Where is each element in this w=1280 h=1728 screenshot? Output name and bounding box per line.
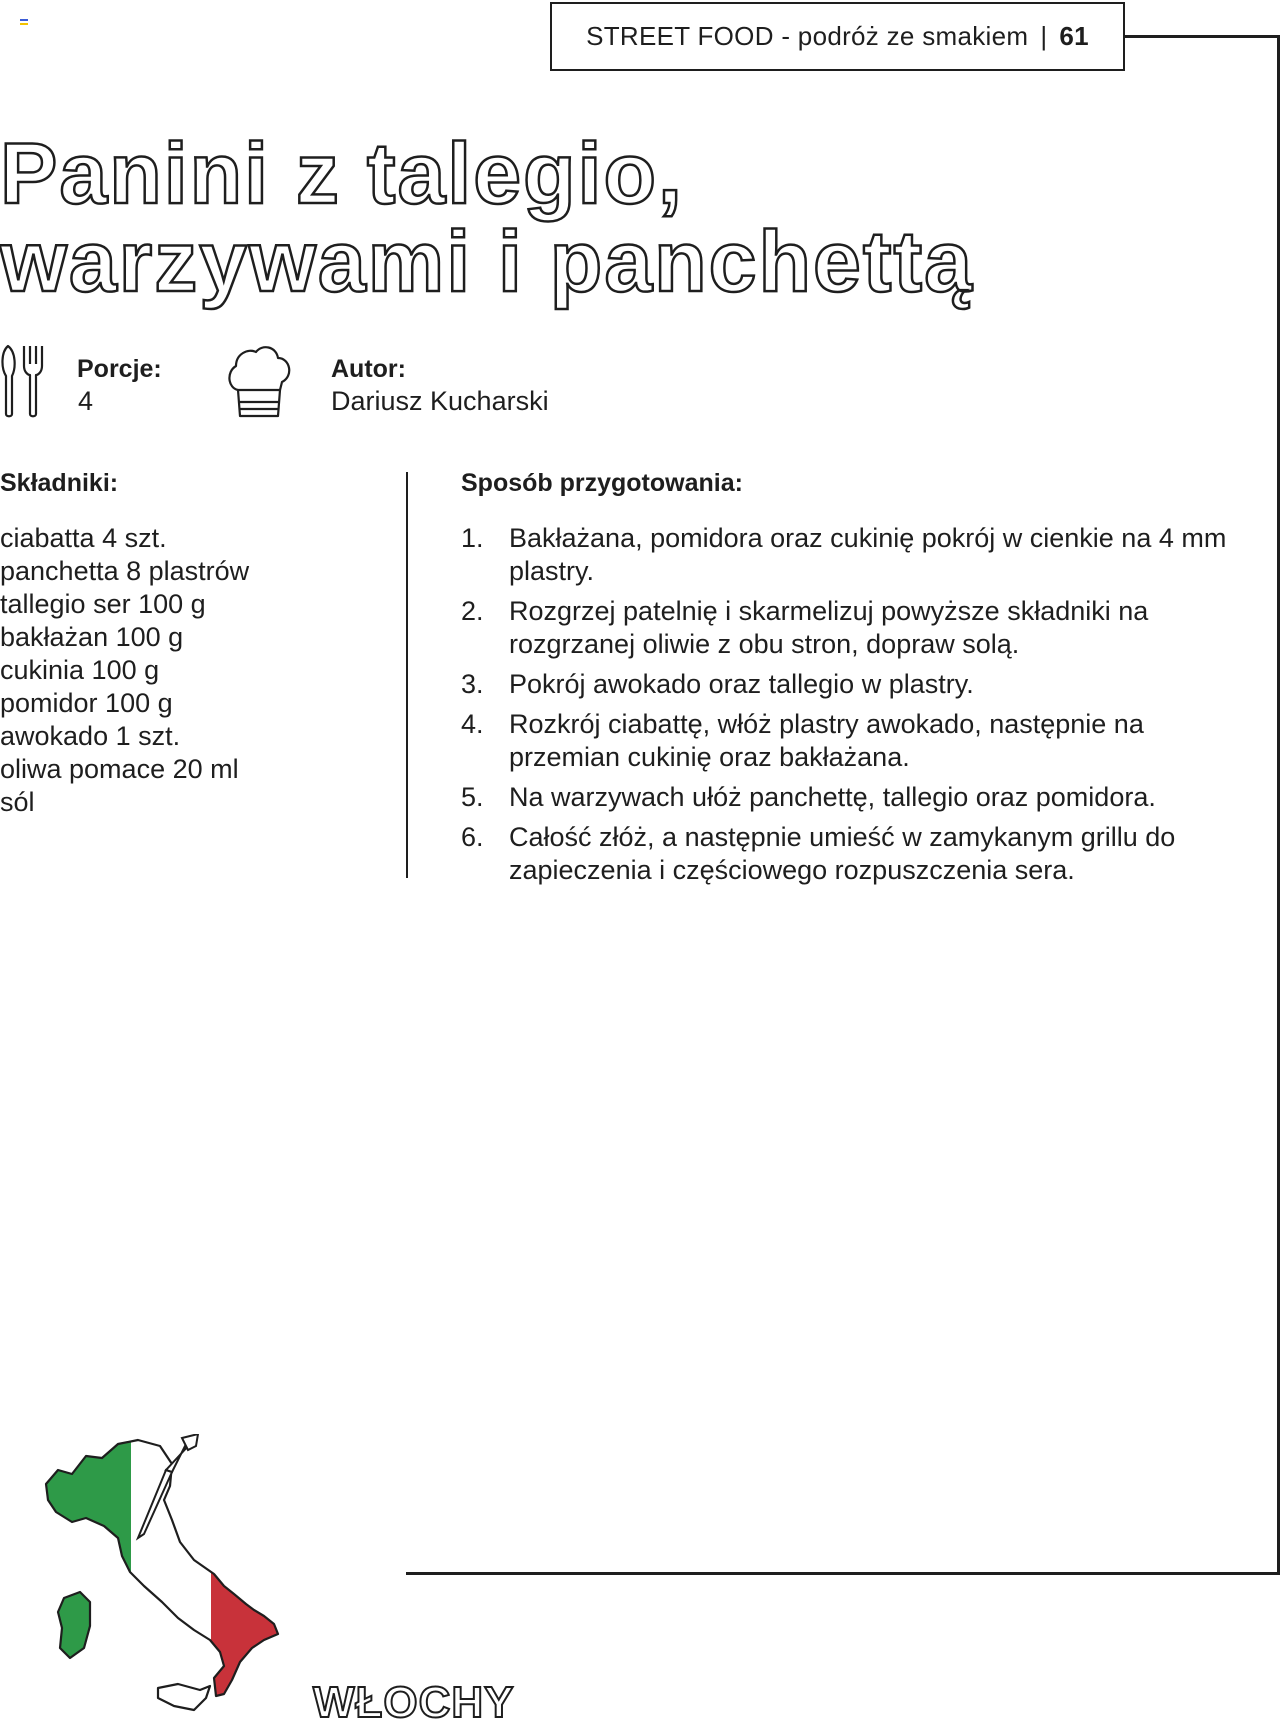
page-header <box>550 2 1125 71</box>
frame-top-line <box>1125 35 1280 38</box>
frame-right-line <box>1277 35 1280 1575</box>
step-number: 1. <box>461 523 484 553</box>
author-label: Autor: <box>331 355 406 383</box>
ingredient-item: bakłażan 100 g <box>0 622 184 652</box>
step-item <box>461 781 1241 814</box>
step-item <box>461 522 1241 588</box>
step-number: 4. <box>461 709 484 739</box>
author-value: Dariusz Kucharski <box>331 386 549 416</box>
header-subtitle: - podróż ze smakiem <box>781 21 1029 51</box>
step-number: 5. <box>461 782 484 812</box>
step-text: Pokrój awokado oraz tallegio w plastry. <box>509 669 974 699</box>
recipe-title <box>0 126 974 310</box>
step-number: 3. <box>461 669 484 699</box>
preparation-heading: Sposób przygotowania: <box>461 469 743 497</box>
step-item <box>461 821 1241 887</box>
step-text: Rozgrzej patelnię i skarmelizuj powyższe składniki na rozgrzanej oliwie z obu stron, dopraw solą. <box>509 596 1149 659</box>
ingredient-item: awokado 1 szt. <box>0 721 181 751</box>
cutlery-icon <box>0 344 44 418</box>
page-number: 61 <box>1059 21 1089 51</box>
header-separator: | <box>1040 21 1048 51</box>
preparation-steps <box>461 522 1241 894</box>
ingredient-item: oliwa pomace 20 ml <box>0 754 239 784</box>
step-item <box>461 595 1241 661</box>
step-item <box>461 668 1241 701</box>
step-text: Bakłażana, pomidora oraz cukinię pokrój w cienkie na 4 mm plastry. <box>509 523 1227 586</box>
flag-red-band <box>211 1434 288 1722</box>
step-number: 2. <box>461 596 484 626</box>
ingredients-heading: Składniki: <box>0 469 119 497</box>
column-divider <box>406 472 408 878</box>
frame-bottom-line <box>406 1572 1280 1575</box>
ingredient-item: ciabatta 4 szt. <box>0 523 167 553</box>
recipe-title-line1: Panini z talegio, <box>0 126 684 222</box>
ingredient-item: panchetta 8 plastrów <box>0 556 250 586</box>
italy-flag-map <box>38 1434 288 1722</box>
header-series: STREET FOOD <box>586 21 774 51</box>
recipe-title-line2: warzywami i panchettą <box>0 214 974 310</box>
chef-hat-icon <box>226 344 292 418</box>
ingredient-item: cukinia 100 g <box>0 655 160 685</box>
step-number: 6. <box>461 822 484 852</box>
ingredient-item: tallegio ser 100 g <box>0 589 206 619</box>
country-name: WŁOCHY <box>313 1678 515 1727</box>
corner-flag-mark <box>20 19 28 25</box>
servings-value: 4 <box>78 386 94 416</box>
step-text: Rozkrój ciabattę, włóż plastry awokado, następnie na przemian cukinię oraz bakłażana. <box>509 709 1144 772</box>
ingredient-item: pomidor 100 g <box>0 688 173 718</box>
ingredient-item: sól <box>0 787 35 817</box>
servings-label: Porcje: <box>77 355 162 383</box>
step-text: Całość złóż, a następnie umieść w zamykanym grillu do zapieczenia i częściowego rozpuszczenia sera. <box>509 822 1176 885</box>
step-item <box>461 708 1241 774</box>
ingredients-list <box>0 522 249 819</box>
step-text: Na warzywach ułóż panchettę, tallegio oraz pomidora. <box>509 782 1156 812</box>
